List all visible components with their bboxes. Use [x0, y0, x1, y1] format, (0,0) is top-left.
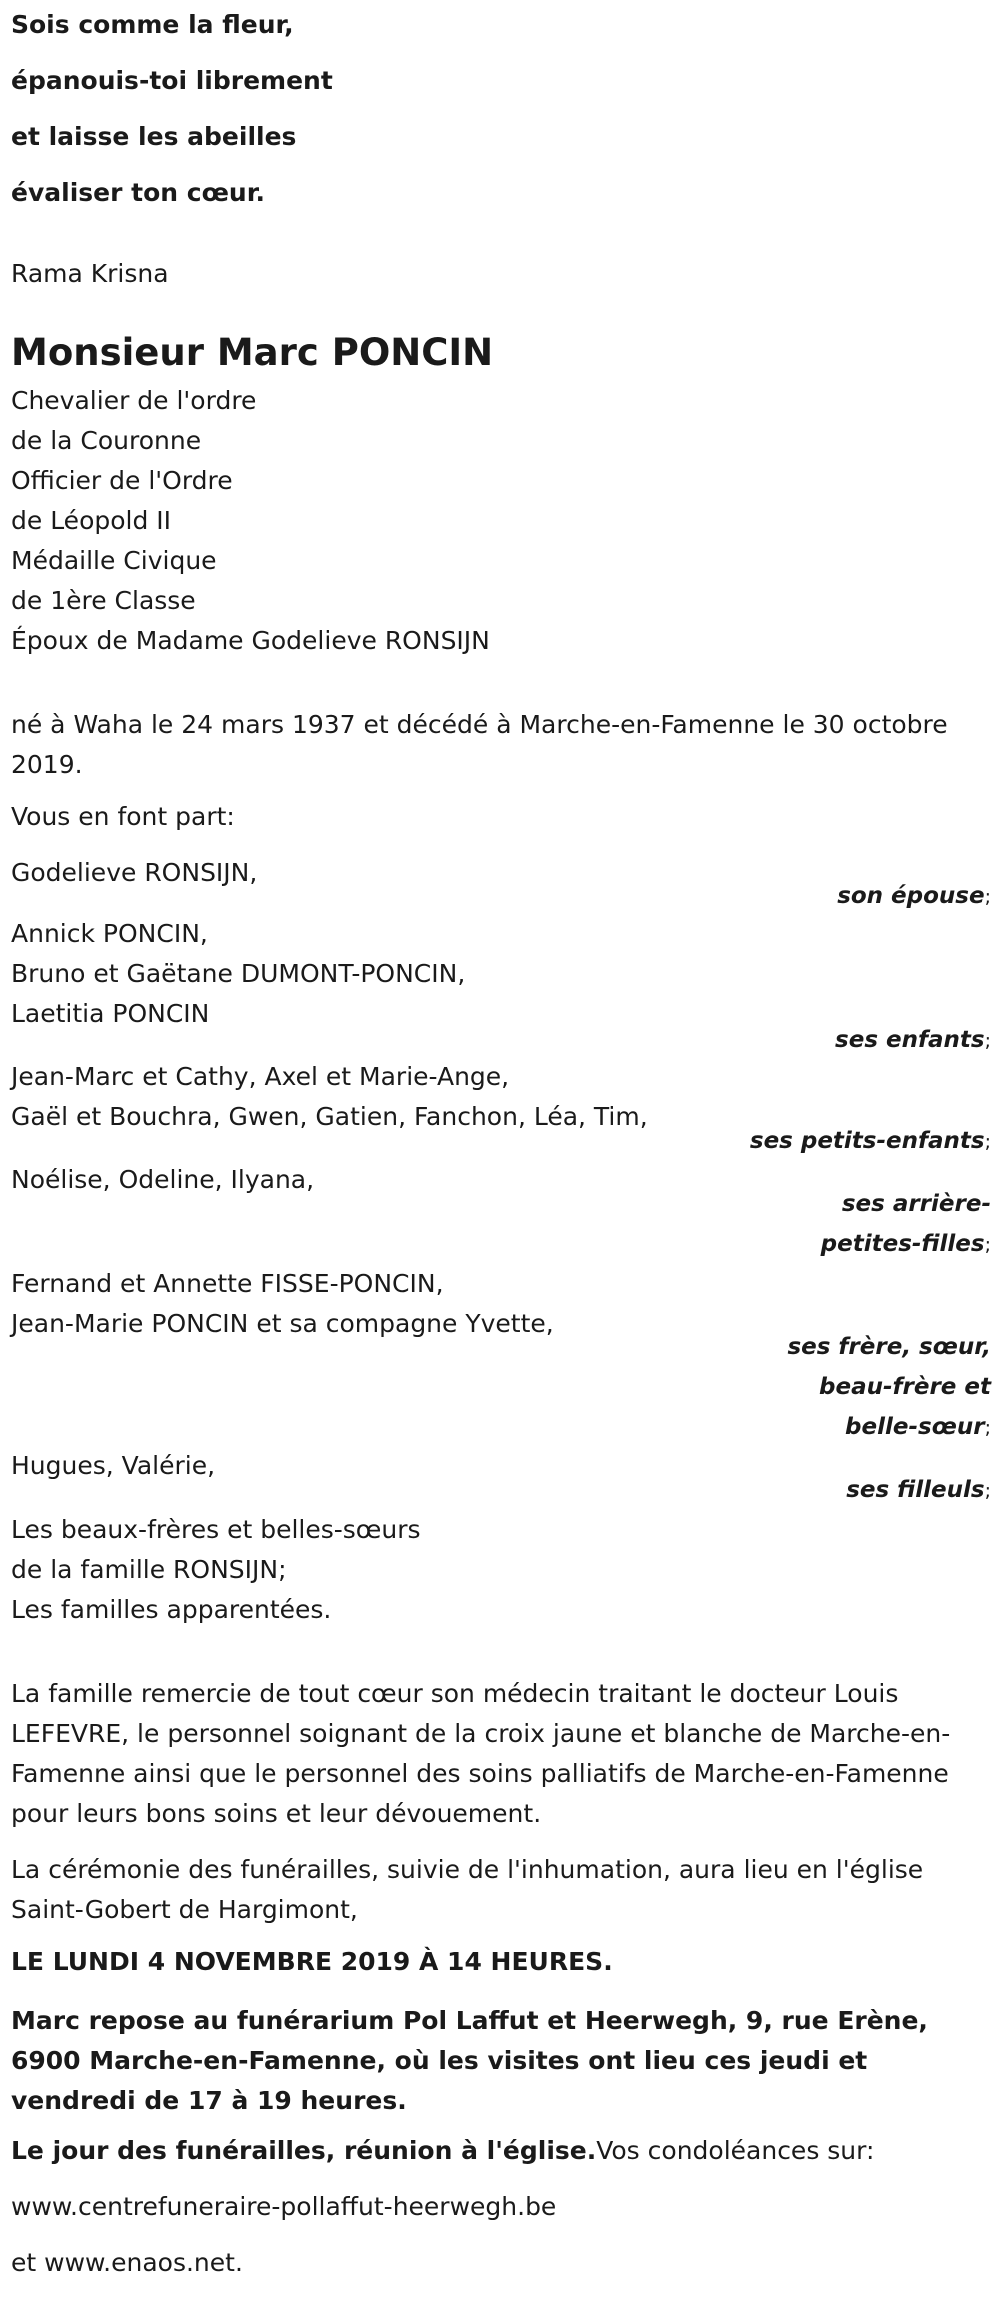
family-names: Jean-Marc et Cathy, Axel et Marie-Ange,: [11, 1062, 510, 1091]
family-relation: ses filleuls;: [846, 1477, 991, 1503]
family-names: Annick PONCIN,: [11, 919, 208, 948]
family-relation: ses arrière-: [841, 1191, 991, 1217]
deceased-title: de la Couronne: [11, 426, 202, 455]
deceased-name: Monsieur Marc PONCIN: [11, 331, 494, 374]
family-relation: beau-frère et: [819, 1374, 991, 1400]
quote-line: Sois comme la fleur,: [11, 10, 294, 39]
family-names: Laetitia PONCIN: [11, 999, 210, 1028]
family-relation: belle-sœur;: [845, 1414, 991, 1440]
family-names: Jean-Marie PONCIN et sa compagne Yvette,: [11, 1309, 554, 1338]
website-link[interactable]: et www.enaos.net.: [11, 2248, 243, 2277]
family-names: Hugues, Valérie,: [11, 1451, 216, 1480]
quote-line: et laisse les abeilles: [11, 122, 297, 151]
quote-line: évaliser ton cœur.: [11, 178, 265, 207]
family-names: Gaël et Bouchra, Gwen, Gatien, Fanchon, Léa, Tim,: [11, 1102, 648, 1131]
condolences-label: Vos condoléances sur:: [596, 2136, 875, 2165]
family-relation: ses enfants;: [835, 1027, 991, 1053]
birth-death: né à Waha le 24 mars 1937 et décédé à Marche-en-Famenne le 30 octobre 2019.: [11, 710, 948, 779]
quote-line: épanouis-toi librement: [11, 66, 333, 95]
family-relation: ses frère, sœur,: [787, 1334, 991, 1360]
ceremony-paragraph: La cérémonie des funérailles, suivie de l'inhumation, aura lieu en l'église Saint-Gobert de Hargimont,: [11, 1855, 924, 1924]
deceased-title: Officier de l'Ordre: [11, 466, 233, 495]
meeting-text: Le jour des funérailles, réunion à l'église.: [11, 2136, 597, 2165]
announcement: Vous en font part:: [11, 802, 235, 831]
deceased-title: de 1ère Classe: [11, 586, 196, 615]
ceremony-date: LE LUNDI 4 NOVEMBRE 2019 À 14 HEURES.: [11, 1947, 613, 1976]
website-link[interactable]: www.centrefuneraire-pollaffut-heerwegh.be: [11, 2192, 557, 2221]
quote-author: Rama Krisna: [11, 259, 169, 288]
visitation-paragraph: Marc repose au funérarium Pol Laffut et Heerwegh, 9, rue Erène, 6900 Marche-en-Famenne, où les visites ont lieu ces jeudi et vendredi de 17 à 19 heures.: [11, 2006, 928, 2115]
family-names: Bruno et Gaëtane DUMONT-PONCIN,: [11, 959, 466, 988]
family-relation: petites-filles;: [820, 1231, 991, 1257]
deceased-title: de Léopold II: [11, 506, 172, 535]
deceased-title: Chevalier de l'ordre: [11, 386, 257, 415]
family-names: Godelieve RONSIJN,: [11, 858, 258, 887]
family-names: Noélise, Odeline, Ilyana,: [11, 1165, 315, 1194]
deceased-title: Époux de Madame Godelieve RONSIJN: [11, 626, 490, 655]
family-names: Les familles apparentées.: [11, 1595, 332, 1624]
deceased-title: Médaille Civique: [11, 546, 217, 575]
family-relation: son épouse;: [837, 883, 991, 909]
meeting-line: [11, 2135, 874, 2167]
family-names: de la famille RONSIJN;: [11, 1555, 287, 1584]
family-names: Les beaux-frères et belles-sœurs: [11, 1515, 421, 1544]
family-relation: ses petits-enfants;: [749, 1128, 991, 1154]
thanks-paragraph: La famille remercie de tout cœur son médecin traitant le docteur Louis LEFEVRE, le personnel soignant de la croix jaune et blanche de Marche-en-Famenne ainsi que le personnel des soins palliatifs de Marche-en-Famenne pour leurs bons soins et leur dévouement.: [11, 1679, 951, 1828]
family-names: Fernand et Annette FISSE-PONCIN,: [11, 1269, 444, 1298]
